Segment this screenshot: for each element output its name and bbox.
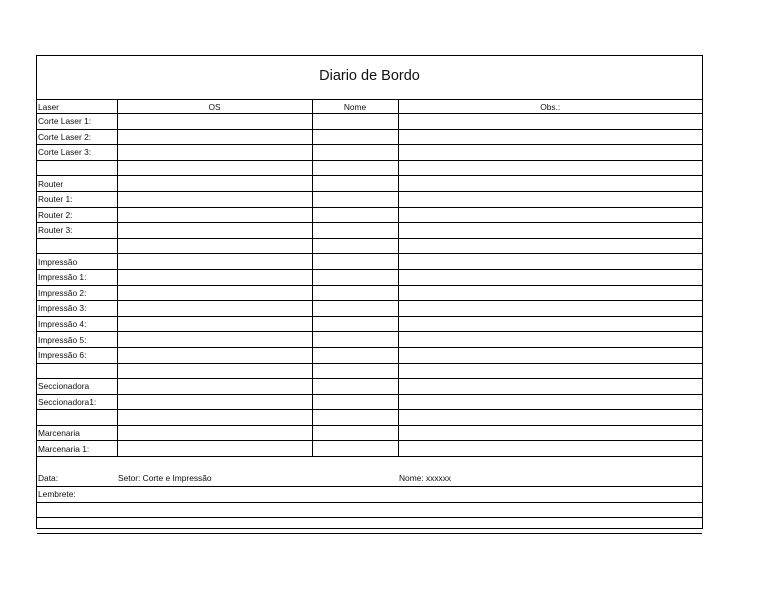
os-cell[interactable]: [117, 425, 312, 441]
os-cell[interactable]: [117, 145, 312, 161]
os-cell[interactable]: [117, 254, 312, 270]
header-section-laser: Laser: [37, 100, 117, 114]
os-cell[interactable]: [117, 176, 312, 192]
nome-cell[interactable]: [312, 441, 398, 457]
obs-cell[interactable]: [398, 316, 702, 332]
os-cell[interactable]: [117, 441, 312, 457]
obs-cell[interactable]: [398, 223, 702, 239]
nome-cell[interactable]: [312, 332, 398, 348]
table-row: [37, 285, 702, 301]
os-cell[interactable]: [117, 316, 312, 332]
nome-cell[interactable]: [312, 394, 398, 410]
nome-cell[interactable]: [312, 301, 398, 317]
table-row: [37, 254, 702, 270]
obs-cell[interactable]: [398, 347, 702, 363]
table-row: [37, 160, 702, 176]
os-cell[interactable]: [117, 301, 312, 317]
os-cell[interactable]: [117, 207, 312, 223]
nome-cell[interactable]: [312, 410, 398, 426]
obs-cell[interactable]: [398, 425, 702, 441]
nome-cell[interactable]: [312, 425, 398, 441]
lembrete-field[interactable]: [37, 533, 702, 548]
nome-cell[interactable]: [312, 207, 398, 223]
table-row: [37, 332, 702, 348]
header-nome: Nome: [312, 100, 398, 114]
row-label: [37, 160, 117, 176]
nome-cell[interactable]: [312, 254, 398, 270]
nome-cell[interactable]: [312, 347, 398, 363]
os-cell[interactable]: [117, 191, 312, 207]
row-label: Seccionadora1:: [37, 394, 117, 410]
header-row: [37, 100, 702, 114]
row-label: Router 2:: [37, 207, 117, 223]
data-label: Data:: [37, 457, 117, 487]
lembrete-row: [37, 487, 702, 503]
page-title: Diario de Bordo: [37, 56, 702, 100]
table-row: [37, 441, 702, 457]
table-row: [37, 394, 702, 410]
row-label: Router 1:: [37, 191, 117, 207]
table-row: [37, 114, 702, 130]
obs-cell[interactable]: [398, 114, 702, 130]
row-label: Corte Laser 2:: [37, 129, 117, 145]
row-label: Impressão 3:: [37, 301, 117, 317]
obs-cell[interactable]: [398, 129, 702, 145]
table-row: [37, 223, 702, 239]
os-cell[interactable]: [117, 129, 312, 145]
os-cell[interactable]: [117, 332, 312, 348]
table-row: [37, 379, 702, 395]
obs-cell[interactable]: [398, 285, 702, 301]
nome-cell[interactable]: [312, 379, 398, 395]
row-label: Impressão 6:: [37, 347, 117, 363]
nome-cell[interactable]: [312, 316, 398, 332]
table-row: [37, 269, 702, 285]
obs-cell[interactable]: [398, 269, 702, 285]
header-obs: Obs.:: [398, 100, 702, 114]
obs-cell[interactable]: [398, 160, 702, 176]
row-label: [37, 410, 117, 426]
obs-cell[interactable]: [398, 191, 702, 207]
nome-cell[interactable]: [312, 160, 398, 176]
nome-cell[interactable]: [312, 285, 398, 301]
logbook-sheet: [36, 55, 703, 529]
row-label: Corte Laser 3:: [37, 145, 117, 161]
obs-cell[interactable]: [398, 238, 702, 254]
table-row: [37, 347, 702, 363]
table-row: [37, 301, 702, 317]
table-row: [37, 363, 702, 379]
nome-cell[interactable]: [312, 269, 398, 285]
obs-cell[interactable]: [398, 441, 702, 457]
lembrete-line[interactable]: [37, 518, 702, 534]
nome-cell[interactable]: [312, 223, 398, 239]
row-label: Impressão 5:: [37, 332, 117, 348]
os-cell[interactable]: [117, 160, 312, 176]
os-cell[interactable]: [117, 223, 312, 239]
lembrete-line[interactable]: [37, 533, 702, 548]
obs-cell[interactable]: [398, 207, 702, 223]
table-row: [37, 207, 702, 223]
row-label: Router 3:: [37, 223, 117, 239]
obs-cell[interactable]: [398, 410, 702, 426]
obs-cell[interactable]: [398, 394, 702, 410]
obs-cell[interactable]: [398, 176, 702, 192]
row-label: Seccionadora: [37, 379, 117, 395]
row-label: Corte Laser 1:: [37, 114, 117, 130]
table-row: [37, 176, 702, 192]
table-row: [37, 191, 702, 207]
os-cell[interactable]: [117, 410, 312, 426]
row-label: [37, 238, 117, 254]
table-row: [37, 129, 702, 145]
row-label: Impressão 1:: [37, 269, 117, 285]
os-cell[interactable]: [117, 114, 312, 130]
row-label: Marcenaria: [37, 425, 117, 441]
os-cell[interactable]: [117, 238, 312, 254]
obs-cell[interactable]: [398, 332, 702, 348]
nome-cell[interactable]: [312, 129, 398, 145]
os-cell[interactable]: [117, 394, 312, 410]
obs-cell[interactable]: [398, 301, 702, 317]
obs-cell[interactable]: [398, 363, 702, 379]
obs-cell[interactable]: [398, 254, 702, 270]
nome-cell[interactable]: [312, 363, 398, 379]
logbook-table: [37, 100, 702, 548]
os-cell[interactable]: [117, 363, 312, 379]
nome-cell[interactable]: [312, 191, 398, 207]
table-row: [37, 238, 702, 254]
row-label: Marcenaria 1:: [37, 441, 117, 457]
row-label: Impressão 2:: [37, 285, 117, 301]
lembrete-field[interactable]: [37, 518, 702, 534]
os-cell[interactable]: [117, 285, 312, 301]
os-cell[interactable]: [117, 269, 312, 285]
nome-label: Nome: xxxxxx: [398, 457, 702, 487]
table-row: [37, 316, 702, 332]
row-label: Impressão: [37, 254, 117, 270]
table-row: [37, 410, 702, 426]
row-label: Impressão 4:: [37, 316, 117, 332]
os-cell[interactable]: [117, 379, 312, 395]
obs-cell[interactable]: [398, 379, 702, 395]
setor-label: Setor: Corte e Impressão: [117, 457, 398, 487]
nome-cell[interactable]: [312, 238, 398, 254]
table-row: [37, 425, 702, 441]
table-row: [37, 145, 702, 161]
row-label: [37, 363, 117, 379]
nome-cell[interactable]: [312, 176, 398, 192]
row-label: Router: [37, 176, 117, 192]
footer-info-row: [37, 457, 702, 487]
lembrete-line[interactable]: [37, 502, 702, 518]
header-os: OS: [117, 100, 312, 114]
obs-cell[interactable]: [398, 145, 702, 161]
nome-cell[interactable]: [312, 114, 398, 130]
os-cell[interactable]: [117, 347, 312, 363]
nome-cell[interactable]: [312, 145, 398, 161]
lembrete-label: Lembrete:: [37, 487, 702, 503]
lembrete-field[interactable]: [37, 502, 702, 518]
